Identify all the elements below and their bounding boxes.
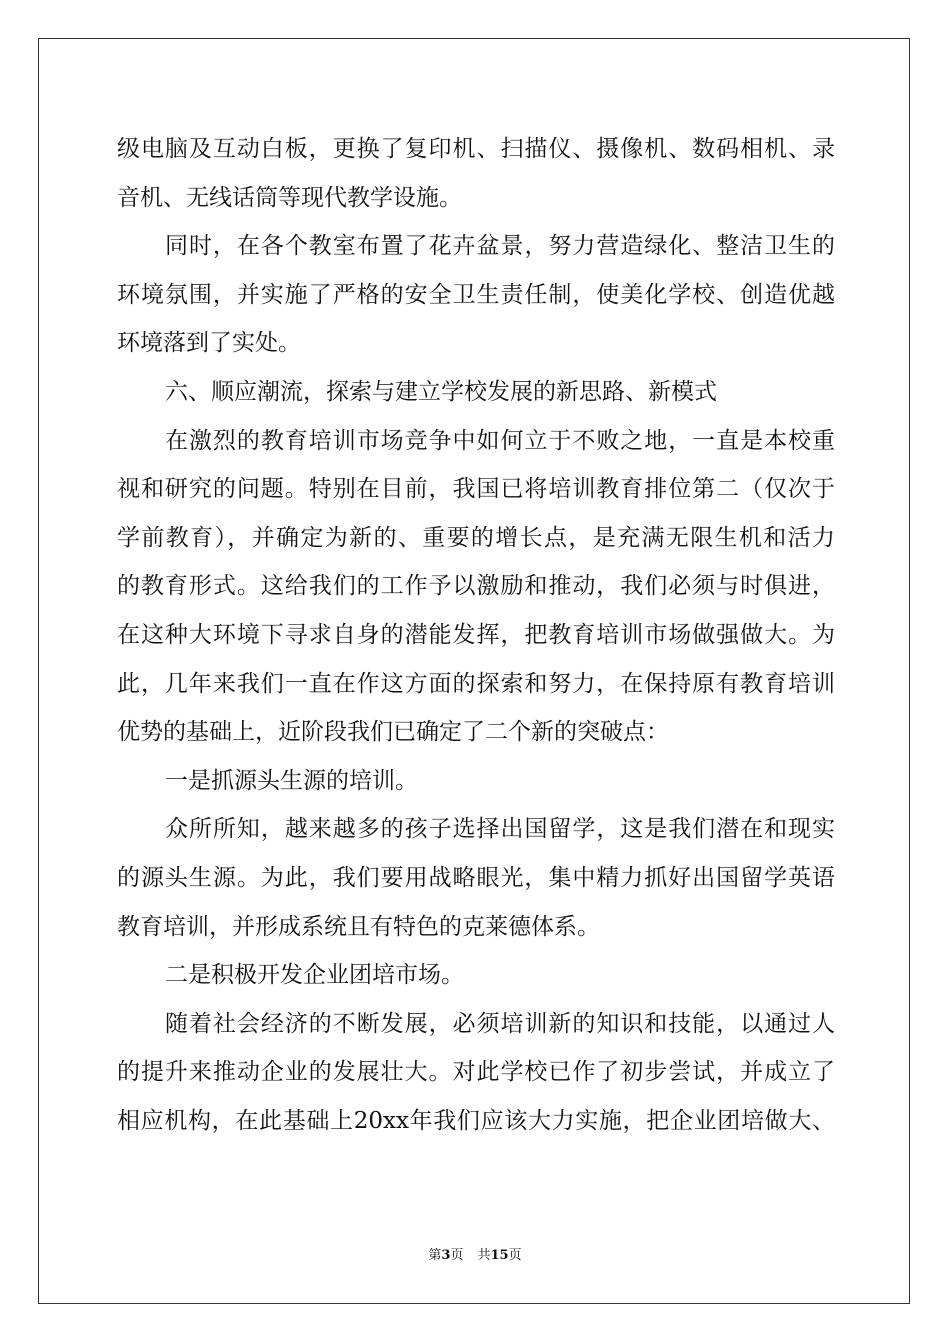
text-line-17: 教育培训，并形成系统且有特色的克莱德体系。 [117, 913, 600, 940]
sub-heading-1: 一是抓源头生源的培训。 [165, 767, 418, 794]
text-line-5: 环境落到了实处。 [117, 330, 301, 357]
text-line-7: 在激烈的教育培训市场竞争中如何立于不败之地，一直是本校重 [165, 427, 835, 454]
page-total: 15 [490, 1248, 509, 1263]
text-line-11: 在这种大环境下寻求自身的潜能发挥，把教育培训市场做强做大。为 [117, 621, 835, 648]
text-line-15: 众所所知，越来越多的孩子选择出国留学，这是我们潜在和现实 [165, 816, 835, 843]
total-unit: 页 [508, 1248, 522, 1263]
document-body [117, 125, 835, 1145]
text-line-9: 学前教育），并确定为新的、重要的增长点，是充满无限生机和活力 [117, 524, 835, 551]
text-line-4: 环境氛围，并实施了严格的安全卫生责任制，使美化学校、创造优越 [117, 281, 835, 308]
text-line-16: 的源头生源。为此，我们要用战略眼光，集中精力抓好出国留学英语 [117, 864, 835, 891]
page-unit: 页 [450, 1248, 464, 1263]
text-line-13: 优势的基础上，近阶段我们已确定了二个新的突破点： [117, 719, 669, 746]
text-line-8: 视和研究的问题。特别在目前，我国已将培训教育排位第二（仅次于 [117, 476, 835, 503]
total-prefix: 共 [477, 1248, 491, 1263]
page-current: 3 [441, 1248, 451, 1263]
sub-heading-2: 二是积极开发企业团培市场。 [165, 962, 464, 989]
text-line-12: 此，几年来我们一直在作这方面的探索和努力，在保持原有教育培训 [117, 670, 835, 697]
text-line-3: 同时，在各个教室布置了花卉盆景，努力营造绿化、整洁卫生的 [165, 233, 835, 260]
text-line-2: 音机、无线话筒等现代教学设施。 [117, 184, 462, 211]
page-prefix: 第 [428, 1248, 442, 1263]
text-line-19: 随着社会经济的不断发展，必须培训新的知识和技能，以通过人 [165, 1010, 835, 1037]
text-line-20: 的提升来推动企业的发展壮大。对此学校已作了初步尝试，并成立了 [117, 1059, 835, 1086]
page-footer [0, 1244, 950, 1263]
text-line-21: 相应机构，在此基础上20xx年我们应该大力实施，把企业团培做大、 [117, 1107, 835, 1134]
text-line-10: 的教育形式。这给我们的工作予以激励和推动，我们必须与时俱进， [117, 573, 835, 600]
text-line-1: 级电脑及互动白板，更换了复印机、扫描仪、摄像机、数码相机、录 [117, 136, 835, 162]
section-heading: 六、顺应潮流，探索与建立学校发展的新思路、新模式 [165, 378, 717, 405]
